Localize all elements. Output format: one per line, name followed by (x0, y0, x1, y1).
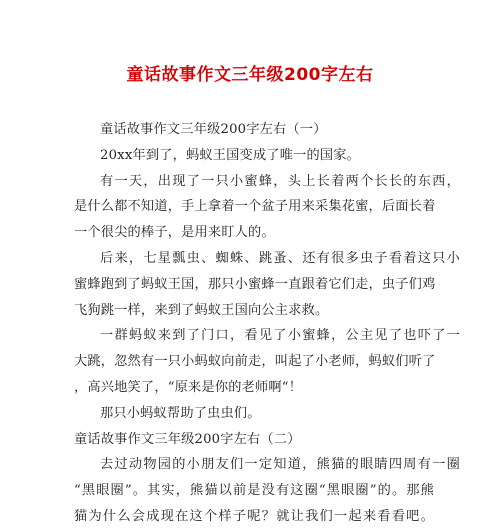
text-line: 猫为什么会成现在这个样子呢？就让我们一起来看看吧。 (74, 508, 434, 524)
text-line: 童话故事作文三年级200字左右（二） (74, 431, 301, 447)
text-line: 那只小蚂蚁帮助了虫虫们。 (100, 405, 261, 421)
text-line: “黑眼圈”。其实，熊猫以前是没有这圈“黑眼圈”的。那熊 (74, 483, 434, 499)
document-body (74, 117, 460, 530)
text-line: 一个很尖的棒子，是用来盯人的。 (74, 225, 275, 241)
text-line: ，高兴地笑了，“原来是你的老师啊“！ (74, 379, 303, 395)
text-line: 童话故事作文三年级200字左右（一） (100, 122, 327, 137)
text-line: 去过动物园的小朋友们一定知道，熊猫的眼睛四周有一圈 (100, 457, 460, 473)
text-line: 一群蚂蚁来到了门口，看见了小蜜蜂，公主见了也吓了一 (100, 328, 460, 344)
text-line: 飞狗跳一样，来到了蚂蚁王国向公主求救。 (74, 302, 329, 318)
text-line: 蜜蜂跑到了蚂蚁王国，那只小蜜蜂一直跟着它们走，虫子们鸡 (74, 276, 436, 292)
text-line: 20xx年到了，蚂蚁王国变成了唯一的国家。 (100, 147, 361, 163)
text-line: 有一天，出现了一只小蜜蜂，头上长着两个长长的东西， (100, 173, 460, 189)
text-line: 大跳，忽然有一只小蚂蚁向前走，叫起了小老师，蚂蚁们听了 (74, 354, 436, 370)
text-line: 后来，七星瓢虫、蜘蛛、跳蚤、还有很多虫子看着这只小 (100, 250, 460, 266)
text-line: 是什么都不知道，手上拿着一个盆子用来采集花蜜，后面长着 (74, 199, 436, 215)
document-title: 童话故事作文三年级200字左右 (126, 65, 374, 85)
